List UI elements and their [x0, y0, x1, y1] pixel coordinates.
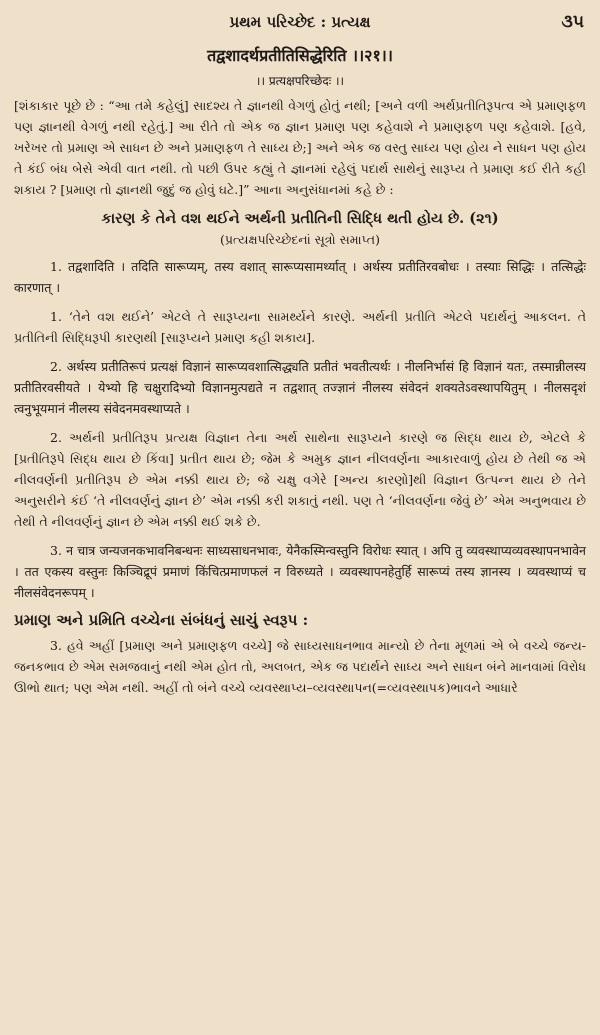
commentary-paragraph: [14, 306, 586, 348]
sutra-translation: કારણ કે તેને વશ થઈને અર્થની પ્રતીતિની સિદ્ધિ થતી હોય છે. (૨૧): [101, 210, 499, 227]
running-title: પ્રથમ પરિચ્છેદ : પ્રત્યક્ષ: [229, 13, 371, 31]
paragraph-number: 3.: [50, 638, 62, 653]
page-header: [14, 10, 586, 40]
commentary-paragraph: [14, 256, 586, 298]
paragraph-number: 2.: [50, 359, 62, 374]
sutra-title: तद्वशादर्थप्रतीतिसिद्धेरिति ।।२१।।: [207, 46, 393, 65]
commentary-paragraph: [14, 356, 586, 419]
paragraph-text: तद्वशादिति । तदिति सारूप्यम्, तस्य वशात् सारूप्यसामर्थ्यात् । अर्थस्य प्रतीतिरवबोधः । तस्याः सिद्धिः । तत्सिद्धेः कारणात् ।: [14, 259, 586, 295]
commentary-paragraph: [14, 540, 586, 603]
page-number: ૩૫: [561, 12, 584, 32]
final-paragraph: [14, 635, 586, 698]
paragraph-number: 1.: [50, 259, 62, 274]
paragraph-text: न चात्र जन्यजनकभावनिबन्धनः साध्यसाधनभावः, येनैकस्मिन्वस्तुनि विरोधः स्यात् । अपि तु व्यवस्थाप्यव्यवस्थापनभावेन । तत एकस्य वस्तुनः किञ्चिद्रूपं प्रमाणं किंचित्प्रमाणफलं न विरुध्यते । व्यवस्थापनहेतुर्हि सारूप्यं तस्य ज्ञानस्य । व्यवस्थाप्यं च नीलसंवेदनरूपम् ।: [14, 543, 586, 600]
paragraph-text: હવે અહીં [પ્રમાણ અને પ્રમાણફળ વચ્ચે] જે સાધ્યસાધનભાવ માન્યો છે તેના મૂળમાં એ બે વચ્ચે જન્ય-જનકભાવ છે એમ સમજવાનું નથી એમ હોત તો, અલબત, એક જ પદાર્થને સાધ્ય અને સાધન બંને માનવામાં વિરોધ ઊભો થાત; પણ એમ નથી. અહીં તો બંને વચ્ચે વ્યવસ્થાપ્ય–વ્યવસ્થાપન(=વ્યવસ્થાપક)ભાવને આધારે: [14, 638, 586, 695]
paragraph-text: अर्थस्य प्रतीतिरूपं प्रत्यक्षं विज्ञानं सारूप्यवशात्सिद्ध्यति प्रतीतं भवतीत्यर्थः । नीलनिर्भासं हि विज्ञानं यतः, तस्मान्नीलस्य प्रतीतिरवसीयते । येभ्यो हि चक्षुरादिभ्यो विज्ञानमुत्पद्यते न तद्वशात् तज्ज्ञानं नीलस्य संवेदनं शक्यतेऽवस्थापयितुम् । नीलसदृशं त्वनुभूयमानं नीलस्य संवेदनमवस्थाप्यते ।: [14, 359, 586, 416]
paragraph-text: અર્થની પ્રતીતિરૂપ પ્રત્યક્ષ વિજ્ઞાન તેના અર્થ સાથેના સારૂપ્યને કારણે જ સિદ્ધ થાય છે, એટલે કે [પ્રતીતિરૂપે સિદ્ધ થાય છે કિંવા] પ્રતીત થાય છે; જેમ કે અમુક જ્ઞાન નીલવર્ણના આકારવાળું હોય છે તેથી જ એ નીલવર્ણની પ્રતીતિરૂપ છે એમ નક્કી થાય છે; જે ચક્ષુ વગેરે [અન્ય કારણો]થી વિજ્ઞાન ઉત્પન્ન થાય છે તેને અનુસરીને કંઈ ‘તે નીલવર્ણનું જ્ઞાન છે’ એમ નક્કી કરી શકાતું નથી. પણ તે ‘નીલવર્ણના જેવું છે’ એમ અનુભવાય છે તેથી તે નીલવર્ણનું જ્ઞાન છે એમ નક્કી થઈ શકે છે.: [14, 430, 586, 529]
paragraph-number: 2.: [50, 430, 62, 445]
chapter-end-label: ।। प्रत्यक्षपरिच्छेदः ।।: [255, 74, 345, 88]
paragraph-number: 3.: [50, 543, 62, 558]
sutra-caption: (પ્રત્યક્ષપરિચ્છેદનાં સૂત્રો સમાપ્ત): [220, 232, 380, 247]
intro-paragraph: [શંકાકાર પૂછે છે : “આ તમે કહેલું] સાદશ્ય તે જ્ઞાનથી વેગળું હોતું નથી; [અને વળી અર્થપ્રતીતિરૂપત્વ એ પ્રમાણફળ પણ જ્ઞાનથી વેગળું નથી રહેતું.] આ રીતે તો એક જ જ્ઞાન પ્રમાણ પણ કહેવાશે ને પ્રમાણફળ પણ કહેવાશે. [હવે, ખરેખર તો પ્રમાણ એ સાધન છે અને પ્રમાણફળ તે સાધ્ય છે;] અને એક જ વસ્તુ સાધ્ય પણ હોય ને સાધન પણ હોય તે કંઈ બંધ બેસે એવી વાત નથી. તો પછી ઉપર કહ્યું તે જ્ઞાનમાં રહેલું પદાર્થ સાથેનું સારૂપ્ય તે પ્રમાણ કઈ રીતે કહી શકાય ? [પ્રમાણ તો જ્ઞાનથી જુદું જ હોવું ઘટે.]” આના અનુસંધાનમાં કહે છે :: [14, 98, 586, 197]
commentary-paragraph: [14, 427, 586, 532]
paragraph-text: ‘તેને વશ થઈને’ એટલે તે સારૂપ્યના સામર્થ્યને કારણે. અર્થની પ્રતીતિ એટલે પદાર્થનું આકલન. તે પ્રતીતિની સિદ્ધિરૂપી કારણથી [સારૂપ્યને પ્રમાણ કહી શકાય].: [14, 309, 587, 345]
paragraph-number: 1.: [50, 309, 62, 324]
section-heading: પ્રમાણ અને પ્રમિતિ વચ્ચેના સંબંધનું સાચું સ્વરૂપ :: [14, 611, 309, 629]
